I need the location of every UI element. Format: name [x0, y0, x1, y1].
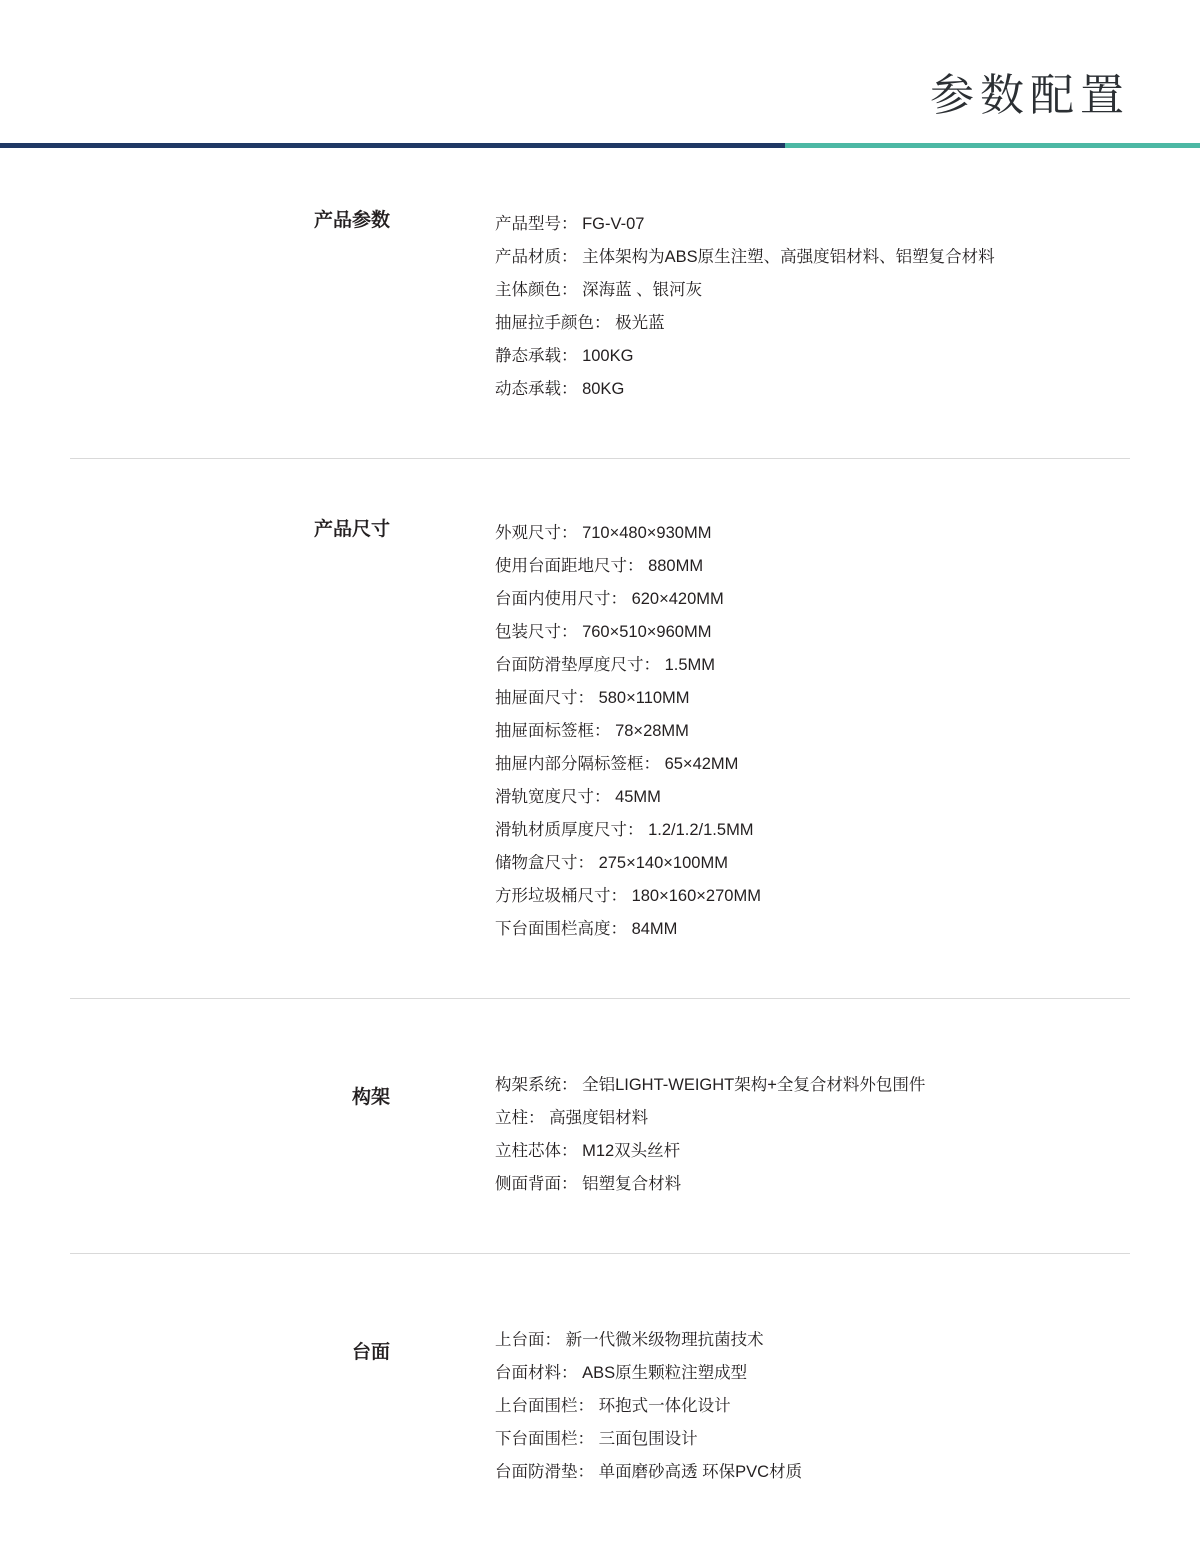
section-title: 构架	[351, 1087, 390, 1108]
spec-line: 台面防滑垫： 单面磨砂高透 环保PVC材质	[495, 1463, 803, 1481]
spec-line: 上台面围栏： 环抱式一体化设计	[495, 1397, 731, 1415]
spec-line: 台面内使用尺寸： 620×420MM	[495, 590, 724, 608]
spec-line: 台面防滑垫厚度尺寸： 1.5MM	[495, 656, 716, 674]
spec-line: 立柱： 高强度铝材料	[495, 1109, 649, 1127]
spec-line: 储物盒尺寸： 275×140×100MM	[495, 854, 728, 872]
page-title: 参数配置	[930, 71, 1130, 120]
spec-line: 使用台面距地尺寸： 880MM	[495, 557, 704, 575]
spec-line: 产品材质： 主体架构为ABS原生注塑、高强度铝材料、铝塑复合材料	[495, 248, 995, 266]
spec-line: 侧面背面： 铝塑复合材料	[495, 1175, 682, 1193]
header-divider-rule	[0, 143, 1200, 148]
spec-line: 抽屉面标签框： 78×28MM	[495, 722, 689, 740]
spec-line: 抽屉面尺寸： 580×110MM	[495, 689, 690, 707]
spec-section-product-parameters	[70, 150, 1130, 458]
section-title: 产品参数	[313, 210, 390, 231]
spec-line: 产品型号： FG-V-07	[495, 215, 645, 233]
spec-line: 下台面围栏： 三面包围设计	[495, 1430, 698, 1448]
spec-line: 外观尺寸： 710×480×930MM	[495, 524, 712, 542]
spec-line: 动态承载： 80KG	[495, 380, 625, 398]
spec-sections	[0, 150, 1200, 1541]
page-header	[0, 0, 1200, 150]
section-content	[430, 208, 1130, 406]
spec-line: 下台面围栏高度： 84MM	[495, 920, 678, 938]
spec-line: 台面材料： ABS原生颗粒注塑成型	[495, 1364, 748, 1382]
spec-line: 构架系统： 全铝LIGHT-WEIGHT架构+全复合材料外包围件	[495, 1076, 926, 1094]
header-rule-dark-segment	[0, 143, 785, 148]
header-rule-accent-segment	[785, 143, 1200, 148]
section-content	[430, 1324, 1130, 1489]
spec-line: 滑轨宽度尺寸： 45MM	[495, 788, 661, 806]
spec-line: 包装尺寸： 760×510×960MM	[495, 623, 712, 641]
section-title: 台面	[351, 1342, 390, 1363]
section-title: 产品尺寸	[313, 519, 390, 540]
spec-line: 静态承载： 100KG	[495, 347, 634, 365]
section-content	[430, 517, 1130, 946]
spec-line: 主体颜色： 深海蓝 、银河灰	[495, 281, 703, 299]
spec-line: 滑轨材质厚度尺寸： 1.2/1.2/1.5MM	[495, 821, 754, 839]
section-content	[430, 1069, 1130, 1201]
spec-line: 抽屉拉手颜色： 极光蓝	[495, 314, 665, 332]
spec-section-product-dimensions	[70, 458, 1130, 998]
spec-line: 立柱芯体： M12双头丝杆	[495, 1142, 681, 1160]
spec-section-worktop	[70, 1253, 1130, 1541]
spec-line: 上台面： 新一代微米级物理抗菌技术	[495, 1331, 764, 1349]
spec-section-frame	[70, 998, 1130, 1253]
spec-line: 方形垃圾桶尺寸： 180×160×270MM	[495, 887, 761, 905]
spec-line: 抽屉内部分隔标签框： 65×42MM	[495, 755, 739, 773]
